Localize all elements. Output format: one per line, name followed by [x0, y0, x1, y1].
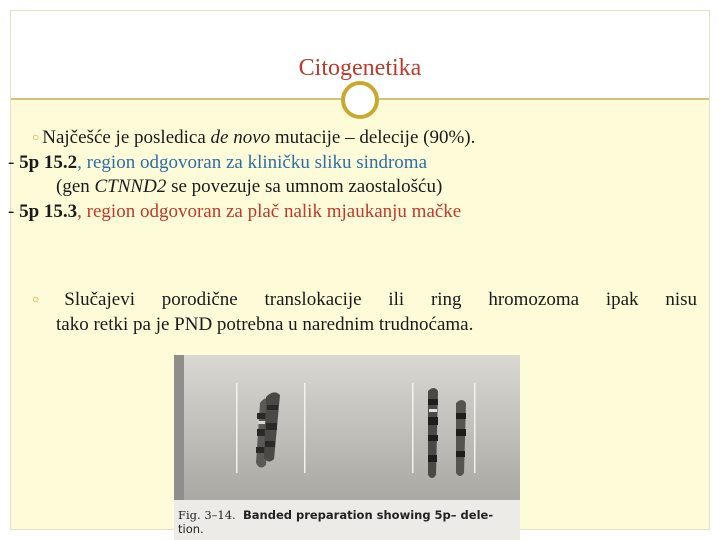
body-text: [8, 125, 702, 224]
karyotype-figure: [174, 355, 520, 540]
figure-caption-cont: tion.: [178, 522, 204, 536]
italic-term: de novo: [210, 127, 271, 148]
bullet-icon: ○: [32, 130, 40, 144]
bullet-line-1: ○ Najčešće je posledica de novo mutacije – delecije (90%).: [32, 127, 476, 148]
locus-desc-1: , region odgovoran za kliničku sliku sindroma: [77, 151, 428, 173]
figure-caption-text: Banded preparation showing 5p– dele-: [243, 508, 494, 522]
gene-name: CTNND2: [94, 176, 167, 197]
figure-label: Fig. 3–14.: [178, 508, 236, 522]
locus-5p-15-3: 5p 15.3: [19, 200, 78, 222]
locus-line-2: - 5p 15.3, region odgovoran za plač nalik mjaukanju mačke: [8, 200, 462, 222]
bullet-line-2a: ○ Slučajevi porodične translokacije ili ring hromozoma ipak nisu: [32, 289, 698, 310]
locus-5p-15-2: 5p 15.2: [19, 151, 78, 173]
locus-line-1: - 5p 15.2, region odgovoran za kliničku sliku sindroma: [8, 151, 428, 173]
content-bottom-strip: [11, 504, 174, 529]
slide-title: Citogenetika: [298, 55, 422, 81]
ring-ornament-icon: [341, 81, 379, 119]
figure-caption: [174, 500, 520, 540]
locus-desc-2: , region odgovoran za plač nalik mjaukanju mačke: [77, 200, 462, 222]
gene-line: (gen CTNND2 se povezuje sa umnom zaostalošću): [56, 176, 443, 197]
bullet-line-2b: tako retki pa je PND potrebna u narednim trudnoćama.: [56, 313, 474, 335]
bullet-paragraph-2: [32, 287, 697, 337]
chromosome-photo: [174, 355, 520, 500]
bullet-icon: ○: [32, 292, 62, 306]
chromosome-image: [174, 355, 520, 500]
